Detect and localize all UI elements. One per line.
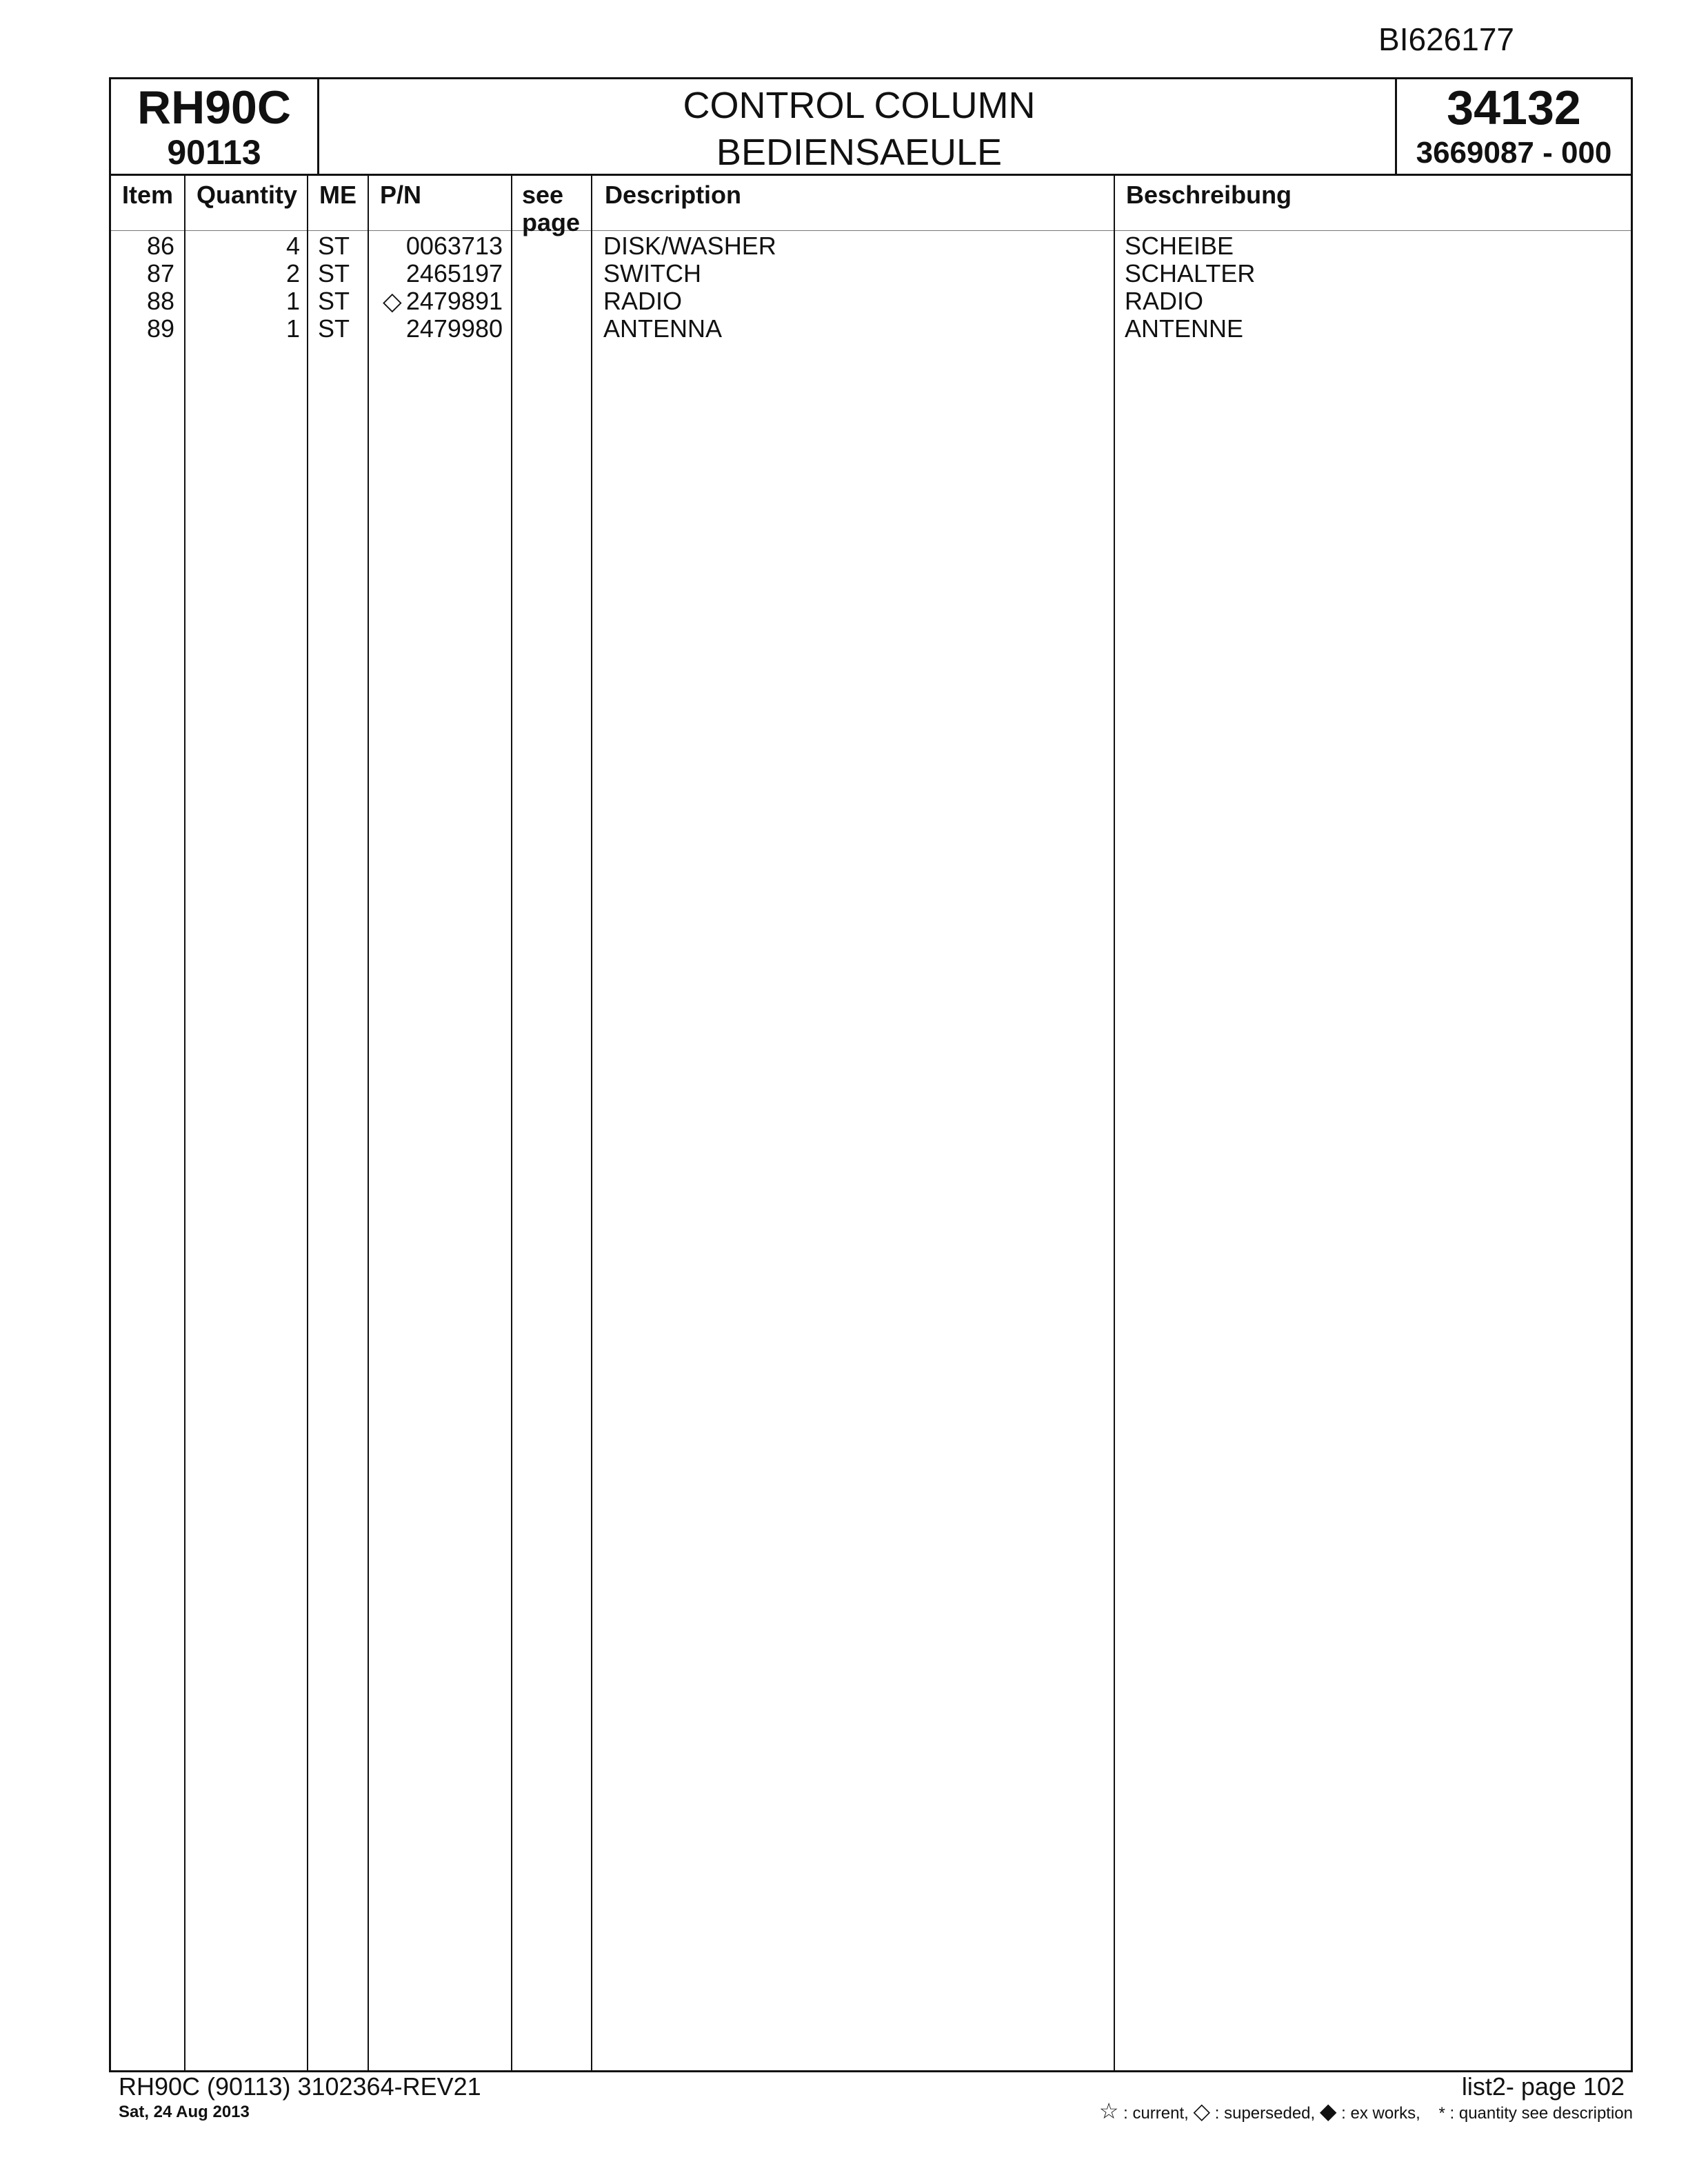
superseded-mark: ◇ [383, 287, 402, 315]
table-row [111, 260, 1631, 287]
part-number: 0063713 [405, 232, 503, 260]
part-number: 2479980 [405, 314, 503, 343]
group-number: 3669087 - 000 [1416, 136, 1612, 170]
column-divider [591, 176, 592, 2070]
col-description: Description [605, 181, 742, 209]
column-divider [307, 176, 308, 2070]
group-block [1395, 79, 1631, 174]
col-page: page [522, 208, 581, 236]
diamond-outline-icon: ◇ [1193, 2099, 1211, 2123]
footer-date: Sat, 24 Aug 2013 [119, 2103, 250, 2121]
table-row [111, 287, 1631, 315]
unit: ST [318, 232, 350, 260]
unit: ST [318, 287, 350, 315]
table-row [111, 232, 1631, 260]
legend-exworks: : ex works, [1336, 2104, 1420, 2123]
quantity: 2 [285, 259, 300, 287]
beschreibung: RADIO [1125, 287, 1204, 315]
col-beschreibung: Beschreibung [1126, 181, 1292, 209]
column-divider [368, 176, 369, 2070]
group-code: 34132 [1447, 81, 1581, 134]
model-number: 90113 [167, 133, 261, 172]
column-headers [111, 176, 1631, 236]
star-icon: ☆ [1098, 2099, 1119, 2123]
item-number: 87 [146, 259, 174, 287]
table-row [111, 315, 1631, 343]
col-pn: P/N [380, 181, 422, 209]
title-english: CONTROL COLUMN [683, 85, 1036, 126]
beschreibung: SCHEIBE [1125, 232, 1234, 260]
title-block [319, 79, 1399, 174]
model-name: RH90C [137, 81, 291, 134]
footer-document-ref: RH90C (90113) 3102364-REV21 [119, 2072, 481, 2101]
col-me: ME [319, 181, 356, 209]
column-divider [511, 176, 512, 2070]
col-quantity: Quantity [197, 181, 298, 209]
description: DISK/WASHER [603, 232, 776, 260]
col-see: see [522, 181, 564, 209]
symbol-legend [1099, 2100, 1633, 2125]
quantity: 1 [285, 287, 300, 315]
description: RADIO [603, 287, 683, 315]
beschreibung: ANTENNE [1125, 314, 1244, 343]
description: ANTENNA [603, 314, 723, 343]
legend-superseded: : superseded, [1210, 2104, 1320, 2123]
model-block [111, 79, 319, 174]
unit: ST [318, 259, 350, 287]
legend-current: : current, [1118, 2104, 1194, 2123]
unit: ST [318, 314, 350, 343]
footer-page-number: list2- page 102 [1461, 2072, 1625, 2101]
quantity: 4 [285, 232, 300, 260]
document-id: BI626177 [1378, 21, 1514, 57]
item-number: 88 [146, 287, 174, 315]
item-number: 86 [146, 232, 174, 260]
title-german: BEDIENSAEULE [716, 132, 1003, 173]
legend-quantity: * : quantity see description [1438, 2104, 1633, 2123]
quantity: 1 [285, 314, 300, 343]
diamond-filled-icon: ◆ [1319, 2099, 1337, 2123]
column-divider [184, 176, 185, 2070]
header-row [111, 79, 1631, 176]
column-divider [1114, 176, 1115, 2070]
parts-list-frame [109, 77, 1633, 2072]
part-number: 2479891 [405, 287, 503, 315]
parts-table [111, 232, 1631, 343]
item-number: 89 [146, 314, 174, 343]
col-item: Item [122, 181, 174, 209]
part-number: 2465197 [405, 259, 503, 287]
beschreibung: SCHALTER [1125, 259, 1256, 287]
description: SWITCH [603, 259, 701, 287]
